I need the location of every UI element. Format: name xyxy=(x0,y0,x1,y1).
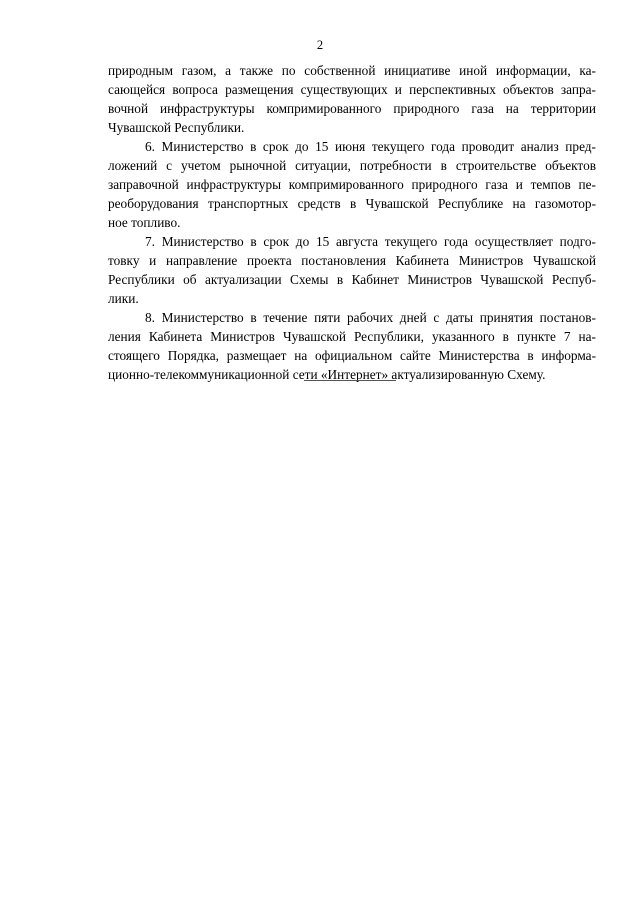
text-line: Чувашской Республики. xyxy=(108,120,245,135)
text-line: вочной инфраструктуры компримированного природного газа на территории xyxy=(108,101,596,116)
text-line: ное топливо. xyxy=(108,215,181,230)
paragraph-7-first-line: 7. Министерство в срок до 15 августа текущего года осуществляет подго- xyxy=(145,234,596,249)
paragraph-6-first-line: 6. Министерство в срок до 15 июня текущего года проводит анализ пред- xyxy=(145,139,596,154)
text-line: ционно-телекоммуникационной сети «Интернет» актуализированную Схему. xyxy=(108,367,546,382)
text-line: Республики об актуализации Схемы в Кабинет Министров Чувашской Респуб- xyxy=(108,272,596,287)
text-line: стоящего Порядка, размещает на официальном сайте Министерства в информа- xyxy=(108,348,596,363)
text-line: ления Кабинета Министров Чувашской Республики, указанного в пункте 7 на- xyxy=(108,329,596,344)
text-line: заправочной инфраструктуры компримированного природного газа и темпов пе- xyxy=(108,177,596,192)
text-line: лики. xyxy=(108,291,139,306)
end-divider xyxy=(304,380,396,381)
text-line: товку и направление проекта постановления Кабинета Министров Чувашской xyxy=(108,253,596,268)
text-line: природным газом, а также по собственной инициативе иной информации, ка- xyxy=(108,63,596,78)
document-body xyxy=(108,61,596,384)
paragraph-8-first-line: 8. Министерство в течение пяти рабочих дней с даты принятия постанов- xyxy=(145,310,596,325)
text-line: ложений с учетом рыночной ситуации, потребности в строительстве объектов xyxy=(108,158,596,173)
page-number: 2 xyxy=(316,38,324,52)
text-line: сающейся вопроса размещения существующих и перспективных объектов запра- xyxy=(108,82,596,97)
text-line: реоборудования транспортных средств в Чувашской Республике на газомотор- xyxy=(108,196,596,211)
